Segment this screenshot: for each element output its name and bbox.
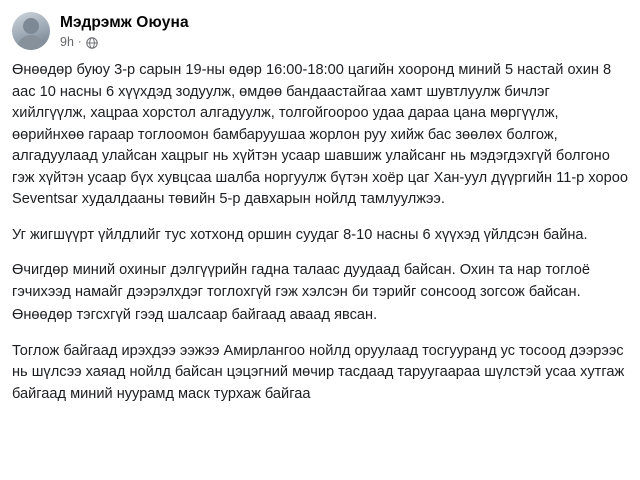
author-block [60, 12, 189, 50]
post-header [12, 10, 628, 56]
post-paragraph: Өнөөдөр тэгсхгүй гээд шалсаар байгаад аваад явсан. [12, 307, 378, 323]
post-paragraph: Тоглож байгаад ирэхдээ ээжээ Амирлангоо нойлд оруулаад тосгууранд ус тосоод дээрээс нь шүлсээ хаяад нойлд байсан цэцэгний мөчир тасдаад таруугаараа шүлстэй усаа хутгаж байгаад миний нуурамд маск турхаж байгаа [12, 342, 625, 402]
post-paragraph: Өнөөдөр буюу 3-р сарын 19-ны өдөр 16:00-18:00 цагийн хооронд миний 5 настай охин 8 аас 10 насны 6 хүүхдэд зодуулж, өмдөө бандаастайгаа хамт шувтлуулж бичлэг хийлгүүлж, хацраа хорстол алгадуулж, толгойгоороо удаа дараа цана мөргүүлж, өөрийнхөө гараар тоглоомон бамбаруушаа жорлон руу хийж бас зөөлөх болгож, алгадуулаад улайсан хацрыг нь хүйтэн усаар шавшиж улайсанг нь мэдэгдэхгүй болгоно гэж хүйтэн усаар бүх хувцсаа шалба норгуулж бүтэн хоёр цаг Хан-уул дүүргийн 11-р хороо Seventsar худалдааны төвийн 5-р давхарын нойлд тамлуулжээ. [12, 62, 628, 207]
post-paragraph: Өчигдөр миний охиныг дэлгүүрийн гадна талаас дуудаад байсан. Охин та нар тоглоё гэчихээд намайг дээрэлхдэг тоглохгүй гэж хэлсэн би тэрийг сонсоод зогсож байсан. [12, 262, 591, 300]
globe-icon[interactable] [86, 37, 98, 49]
post-meta [60, 34, 189, 50]
avatar[interactable] [12, 12, 50, 50]
post-text [12, 56, 628, 405]
content-fade [0, 470, 640, 480]
post-paragraph: Уг жигшүүрт үйлдлийг тус хотхонд оршин суудаг 8-10 насны 6 хүүхэд үйлдсэн байна. [12, 226, 588, 243]
post-timestamp[interactable]: 9h [60, 35, 74, 49]
meta-separator-dot: · [77, 36, 82, 48]
author-name[interactable]: Мэдрэмж Оюуна [60, 14, 189, 31]
